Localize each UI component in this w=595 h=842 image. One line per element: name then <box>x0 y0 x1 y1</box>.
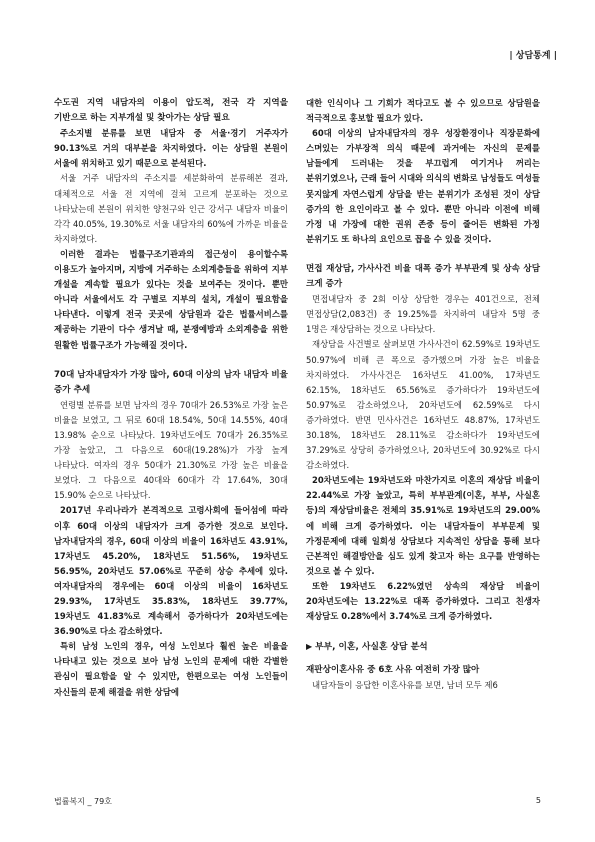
page-number: 5 <box>535 796 541 805</box>
paragraph-reconsult-4: 또한 19차년도 6.22%였던 상속의 재상담 비율이 20차년도에는 13.22%로 대폭 증가하였다. 그리고 친생자 재상담도 0.28%에서 3.74%로 크게 증가하였다. <box>306 580 540 622</box>
paragraph-region-3: 이러한 결과는 법률구조기관과의 접근성이 용이할수록 이용도가 높아지며, 지방에 거주하는 소외계층들을 위하여 지부 개설을 계속할 필요가 있다는 것을 보여주는 것이다. 뿐만 아니라 서울에서도 각 구별로 지부의 설치, 개설이 필요함을 나타낸다. 이렇게 전국 곳곳에 상담원과 같은 법률서비스를 제공하는 기관이 다수 생겨날 때, 분쟁예방과 소외계층을 위한 원활한 법률구조가 가능해질 것이다. <box>54 248 288 350</box>
paragraph-region-1: 주소지별 분류를 보면 내담자 중 서울·경기 거주자가 90.13%로 거의 대부분을 차지하였다. 이는 상담원 본원이 서울에 위치하고 있기 때문으로 분석된다. <box>54 128 288 169</box>
bullet-heading <box>306 639 540 655</box>
right-column <box>306 96 540 693</box>
paragraph-reconsult-1: 면접내담자 중 2회 이상 상담한 경우는 401건으로, 전체 면접상담(2,083건) 중 19.25%를 차지하여 내담자 5명 중 1명은 재상담하는 것으로 나타났다. <box>306 294 540 335</box>
paragraph-age-2: 2017년 우리나라가 본격적으로 고령사회에 들어섬에 따라 이후 60대 이상의 내담자가 크게 증가한 것으로 보인다. 남자내담자의 경우, 60대 이상의 비율이 16차년도 43.91%, 17차년도 45.20%, 18차년도 51.56%, 19차년도 56.95%, 20차년도 57.06%로 꾸준히 상승 추세에 있다. 여자내담자의 경우에는 60대 이상의 비율이 16차년도 29.93%, 17차년도 35.83%, 18차년도 39.77%, 19차년도 41.83%로 계속해서 증가하다가 20차년도에는 36.90%로 다소 감소하였다. <box>54 505 288 637</box>
paragraph-age-1: 연령별 분류를 보면 남자의 경우 70대가 26.53%로 가장 높은 비율을 보였고, 그 뒤로 60대 18.54%, 50대 14.55%, 40대 13.98% 순으로 나타났다. 19차년도에도 70대가 26.35%로 가장 높았고, 그 다음으로 60대(19.28%)가 가장 높게 나타났다. 여자의 경우 50대가 21.30%로 가장 높은 비율을 보였다. 그 다음으로 40대와 60대가 각 17.64%, 30대 15.90% 순으로 나타났다. <box>54 399 288 501</box>
spacer <box>306 655 540 663</box>
paragraph-reconsult-2: 재상담을 사건별로 살펴보면 가사사건이 62.59%로 19차년도 50.97%에 비해 큰 폭으로 증가했으며 가장 높은 비율을 차지하였다. 가사사건은 16차년도 41.00%, 17차년도 62.15%, 18차년도 65.56%로 증가하다가 19차년도에 50.97%로 감소하였으나, 20차년도에 62.59%로 다시 증가하였다. 반면 민사사건은 16차년도 48.87%, 17차년도 30.18%, 18차년도 28.11%로 감소하다가 19차년도에 37.29%로 상당히 증가하였으나, 20차년도에 30.92%로 다시 감소하였다. <box>306 339 540 471</box>
left-column <box>54 96 288 700</box>
spacer <box>54 353 288 368</box>
paragraph-reconsult-3: 20차년도에는 19차년도와 마찬가지로 이혼의 재상담 비율이 22.44%로 가장 높았고, 특히 부부관계(이혼, 부부, 사실혼 등)의 재상담비율은 전체의 35.91%로 19차년도의 29.00%에 비해 크게 증가하였다. 이는 내담자들이 부부문제 및 가정문제에 대해 일회성 상담보다 지속적인 상담을 통해 보다 근본적인 해결방안을 심도 있게 찾고자 하는 요구를 반영하는 것으로 볼 수 있다. <box>306 475 540 576</box>
triangle-right-icon: ▶ <box>306 642 313 652</box>
section-heading-reconsult: 면접 재상담, 가사사건 비율 대폭 증가 부부관계 및 상속 상담 크게 증가 <box>306 263 540 290</box>
section-heading-region: 수도권 지역 내담자의 이용이 압도적, 전국 각 지역을 기반으로 하는 지부개설 및 찾아가는 상담 필요 <box>54 98 288 124</box>
paragraph-60s-men: 60대 이상의 남자내담자의 경우 성장환경이나 직장문화에 스며있는 가부장적 의식 때문에 과거에는 자신의 문제를 남들에게 드러내는 것을 부끄럽게 여기거나 꺼리는 분위기였으나, 근래 들어 시대와 의식의 변화로 남성들도 여성들 못지않게 자연스럽게 상담을 받는 분위기가 조성된 것이 상담 증가의 한 요인이라고 볼 수 있다. 뿐만 아니라 이전에 비해 가정 내 가장에 대한 권위 존중 등이 줄어든 변화된 가정 분위기도 또 하나의 요인으로 꼽을 수 있을 것이다. <box>306 128 540 244</box>
spacer <box>306 247 540 262</box>
section-header-label: | 상담통계 | <box>509 51 557 61</box>
footer-publication: 법률복지 _ 79호 <box>54 797 112 806</box>
paragraph-continued: 대한 인식이나 그 기회가 적다고도 볼 수 있으므로 상담원을 적극적으로 홍보할 필요가 있다. <box>306 98 540 124</box>
paragraph-region-2: 서울 거주 내담자의 주소지를 세분화하여 분류해본 결과, 대체적으로 서울 전 지역에 걸쳐 고르게 분포하는 것으로 나타났는데 본원이 위치한 양천구와 인근 강서구 내담자 비율이 각각 40.05%, 19.30%로 서울 내담자의 60%에 가까운 비율을 차지하였다. <box>54 173 288 244</box>
paragraph-divorce-1: 내담자들이 응답한 이혼사유를 보면, 남녀 모두 제6 <box>312 680 498 691</box>
paragraph-age-3: 특히 남성 노인의 경우, 여성 노인보다 훨씬 높은 비율을 나타내고 있는 것으로 보아 남성 노인의 문제에 대한 각별한 관심이 필요함을 알 수 있지만, 한편으로는 여성 노인들이 자신들의 문제 해결을 위한 상담에 <box>54 641 288 697</box>
section-heading-age: 70대 남자내담자가 가장 많아, 60대 이상의 남자 내담자 비율 증가 추세 <box>54 369 288 395</box>
bullet-heading-text: 부부, 이혼, 사실혼 상담 분석 <box>315 642 428 653</box>
spacer <box>306 624 540 639</box>
section-heading-divorce: 재판상이혼사유 중 6호 사유 여전히 가장 많아 <box>306 665 480 676</box>
